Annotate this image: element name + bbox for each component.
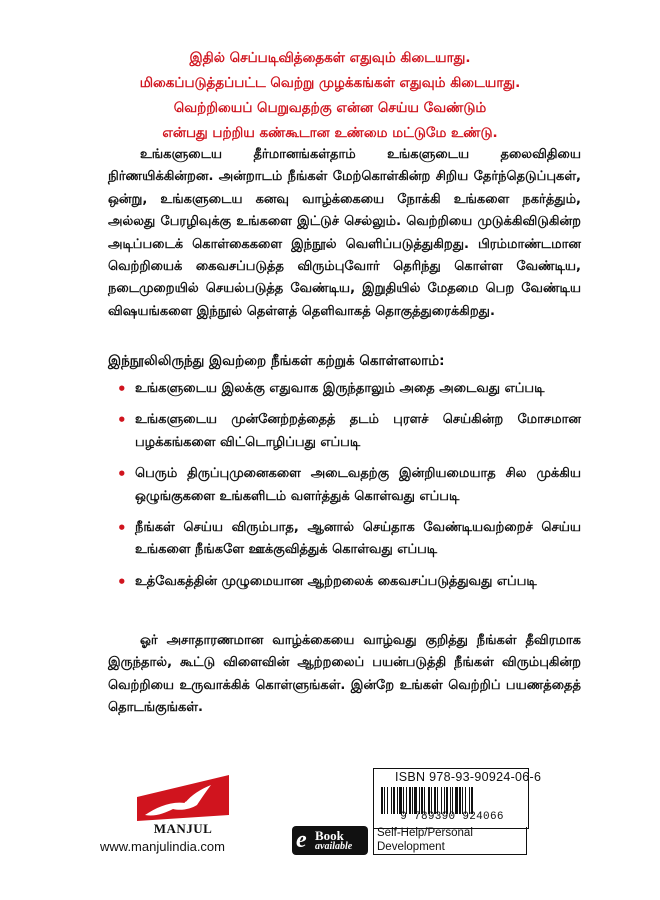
bullet-icon: • (117, 519, 127, 538)
list-item-text: பெரும் திருப்புமுனைகளை அடைவதற்கு இன்றியமையாத சில முக்கிய ஒழுங்குகளை உங்களிடம் வளர்த்துக் கொள்வது எப்படி (135, 466, 581, 504)
list-item (108, 378, 581, 400)
list-item-text: உத்வேகத்தின் முழுமையான ஆற்றலைக் கைவசப்படுத்துவது எப்படி (135, 573, 537, 589)
list-item (108, 571, 581, 593)
benefits-list (108, 378, 581, 602)
list-item-text: நீங்கள் செய்ய விரும்பாத, ஆனால் செய்தாக வேண்டியவற்றைச் செய்ய உங்களை நீங்களே ஊக்குவித்துக் கொள்வது எப்படி (135, 520, 581, 558)
barcode-icon (381, 787, 521, 814)
barcode-digits: 9 789390 924066 (400, 811, 504, 823)
bullet-icon: • (117, 380, 127, 398)
category-label: Self-Help/Personal Development (373, 827, 527, 855)
publisher-name: MANJUL (153, 821, 213, 836)
intro-text: உங்களுடைய தீர்மானங்கள்தாம் உங்களுடைய தலைவிதியை நிர்ணயிக்கின்றன. அன்றாடம் நீங்கள் மேற்கொள்கின்ற சிறிய தேர்ந்தெடுப்புகள், ஒன்று, உங்களுடைய கனவு வாழ்க்கையை நோக்கி உங்களை நகர்த்தும், அல்லது பேரழிவுக்கு உங்களை இட்டுச் செல்லும். வெற்றியை முடுக்கிவிடுகின்ற அடிப்படைக் கொள்கைகளை இந்நூல் வெளிப்படுத்துகிறது. பிரம்மாண்டமான வெற்றியைக் கைவசப்படுத்த விரும்புவோர் தெரிந்து கொள்ள வேண்டிய, நடைமுறையில் செயல்படுத்த வேண்டிய, இறுதியில் மேதமை பெற வேண்டிய விஷயங்களை இந்நூல் தெள்ளத் தெளிவாகத் தொகுத்துரைக்கிறது. (108, 147, 581, 319)
ebook-badge (292, 826, 368, 855)
tagline-line-3: வெற்றியைப் பெறுவதற்கு என்ன செய்ய வேண்டும் (173, 100, 487, 116)
list-item-text: உங்களுடைய இலக்கு எதுவாக இருந்தாலும் அதை அடைவது எப்படி (135, 381, 545, 396)
learn-heading: இந்நூலிலிருந்து இவற்றை நீங்கள் கற்றுக் கொள்ளலாம்: (108, 353, 445, 369)
bullet-icon: • (117, 411, 127, 430)
tagline-line-2: மிகைப்படுத்தப்பட்ட வெற்று முழக்கங்கள் எதுவும் கிடையாது. (139, 75, 521, 91)
tagline-line-4: என்பது பற்றிய கண்கூடான உண்மை மட்டுமே உண்டு. (162, 125, 498, 141)
ebook-available: available (315, 841, 353, 852)
intro-paragraph (108, 144, 581, 323)
closing-text: ஓர் அசாதாரணமான வாழ்க்கையை வாழ்வது குறித்து நீங்கள் தீவிரமாக இருந்தால், கூட்டு விளைவின் ஆற்றலைப் பயன்படுத்தி நீங்கள் விரும்புகின்ற வெற்றியை உருவாக்கிக் கொள்ளுங்கள். இன்றே உங்கள் வெற்றிப் பயணத்தைத் தொடங்குங்கள். (108, 633, 581, 716)
publisher-website: www.manjulindia.com (100, 839, 225, 854)
tagline-line-1: இதில் செப்படிவித்தைகள் எதுவும் கிடையாது. (189, 50, 471, 66)
closing-paragraph (108, 630, 581, 720)
bullet-icon: • (117, 465, 127, 484)
tagline (0, 46, 660, 146)
publisher-logo-icon (131, 771, 235, 825)
isbn-label: ISBN 978-93-90924-06-6 (395, 770, 542, 784)
list-item (108, 463, 581, 508)
list-item (108, 409, 581, 454)
ebook-letter: e (296, 827, 307, 853)
ebook-word: Book (315, 828, 344, 843)
list-item-text: உங்களுடைய முன்னேற்றத்தைத் தடம் புரளச் செய்கின்ற மோசமான பழக்கங்களை விட்டொழிப்பது எப்படி (135, 412, 581, 450)
list-item (108, 517, 581, 562)
bullet-icon: • (117, 572, 127, 591)
